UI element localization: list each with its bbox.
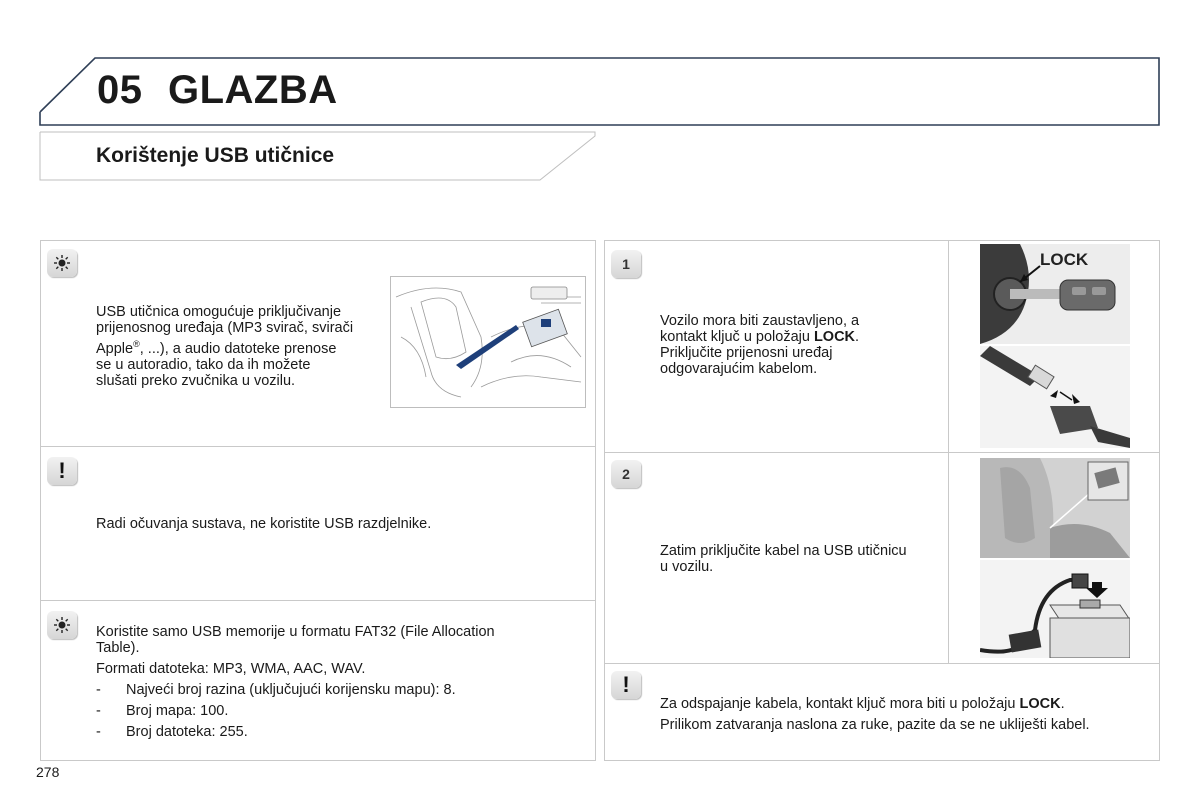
warning2-line1-pre: Za odspajanje kabela, kontakt ključ mora biti u položaju bbox=[660, 696, 1020, 712]
step-1-number: 1 bbox=[622, 256, 630, 272]
lightbulb-icon bbox=[47, 249, 77, 277]
bullet-marker: - bbox=[96, 724, 101, 740]
step2-text bbox=[660, 543, 945, 575]
list-item: Broj mapa: 100. bbox=[126, 703, 229, 719]
list-item: Najveći broj razina (uključujući korijensku mapu): 8. bbox=[126, 682, 456, 698]
bullet-marker: - bbox=[96, 703, 101, 719]
exclamation-icon: ! bbox=[47, 457, 77, 485]
right-vertical-divider bbox=[948, 240, 949, 663]
step2-line2: u vozilu. bbox=[660, 559, 714, 575]
tip1-line3-pre: Apple bbox=[96, 340, 134, 357]
right-divider-1 bbox=[604, 452, 1160, 453]
step2-line1: Zatim priključite kabel na USB utičnicu bbox=[660, 543, 907, 559]
page-number: 278 bbox=[36, 764, 60, 780]
bullet-marker: - bbox=[96, 682, 101, 698]
warning2-text bbox=[660, 696, 1155, 733]
step1-line2-pre: kontakt ključ u položaju bbox=[660, 329, 814, 345]
tip2-text bbox=[96, 624, 586, 677]
usb-cable-image bbox=[980, 346, 1130, 448]
section-title: Korištenje USB utičnice bbox=[96, 144, 335, 167]
exclamation-icon: ! bbox=[611, 671, 641, 699]
ignition-key-lock-image bbox=[980, 244, 1130, 344]
step-1-badge bbox=[611, 250, 641, 278]
step1-line1: Vozilo mora biti zaustavljeno, a bbox=[660, 313, 860, 329]
step1-text bbox=[660, 313, 940, 377]
tip1-line2: prijenosnog uređaja (MP3 svirač, svirači bbox=[96, 320, 354, 336]
right-divider-2 bbox=[604, 663, 1160, 664]
lock-label: LOCK bbox=[1040, 250, 1089, 269]
list-item: Broj datoteka: 255. bbox=[126, 724, 248, 740]
left-divider-2 bbox=[40, 600, 596, 601]
step1-line2-post: . bbox=[855, 329, 860, 345]
left-divider-1 bbox=[40, 446, 596, 447]
tip1-line3 bbox=[96, 336, 391, 357]
warning2-lock-word: LOCK bbox=[1019, 696, 1061, 712]
armrest-usb-image bbox=[980, 458, 1130, 558]
tip1-text bbox=[96, 304, 391, 389]
tip2-line1: Koristite samo USB memorije u formatu FAT32 (File Allocation bbox=[96, 624, 495, 640]
tip1-line1: USB utičnica omogućuje priključivanje bbox=[96, 304, 342, 320]
step-2-badge bbox=[611, 460, 641, 488]
step-2-number: 2 bbox=[622, 466, 630, 482]
chapter-number: 05 bbox=[97, 68, 143, 112]
warning2-line1-post: . bbox=[1060, 696, 1065, 712]
center-console-illustration bbox=[390, 276, 586, 408]
warning2-line1 bbox=[660, 696, 1155, 712]
step1-line4: odgovarajućim kabelom. bbox=[660, 361, 818, 377]
lightbulb-icon bbox=[47, 611, 77, 639]
tip1-line4: se u autoradio, tako da ih možete bbox=[96, 356, 311, 373]
tip2-line2: Table). bbox=[96, 640, 140, 656]
tip1-registered-mark: ® bbox=[133, 339, 140, 349]
warning1-text: Radi očuvanja sustava, ne koristite USB razdjelnike. bbox=[96, 516, 432, 532]
warning2-line2: Prilikom zatvaranja naslona za ruke, pazite da se ne ukliješti kabel. bbox=[660, 717, 1090, 733]
chapter-title: GLAZBA bbox=[168, 68, 338, 112]
tip2-line3: Formati datoteka: MP3, WMA, AAC, WAV. bbox=[96, 661, 366, 677]
step1-lock-word: LOCK bbox=[813, 329, 856, 345]
step1-line3: Priključite prijenosni uređaj bbox=[660, 345, 833, 361]
step1-line2 bbox=[660, 329, 940, 345]
tip1-line3-post: , ...), a audio datoteke prenose bbox=[139, 340, 337, 357]
usb-socket-image bbox=[980, 560, 1130, 658]
tip1-line5: slušati preko zvučnika u vozilu. bbox=[96, 372, 296, 389]
